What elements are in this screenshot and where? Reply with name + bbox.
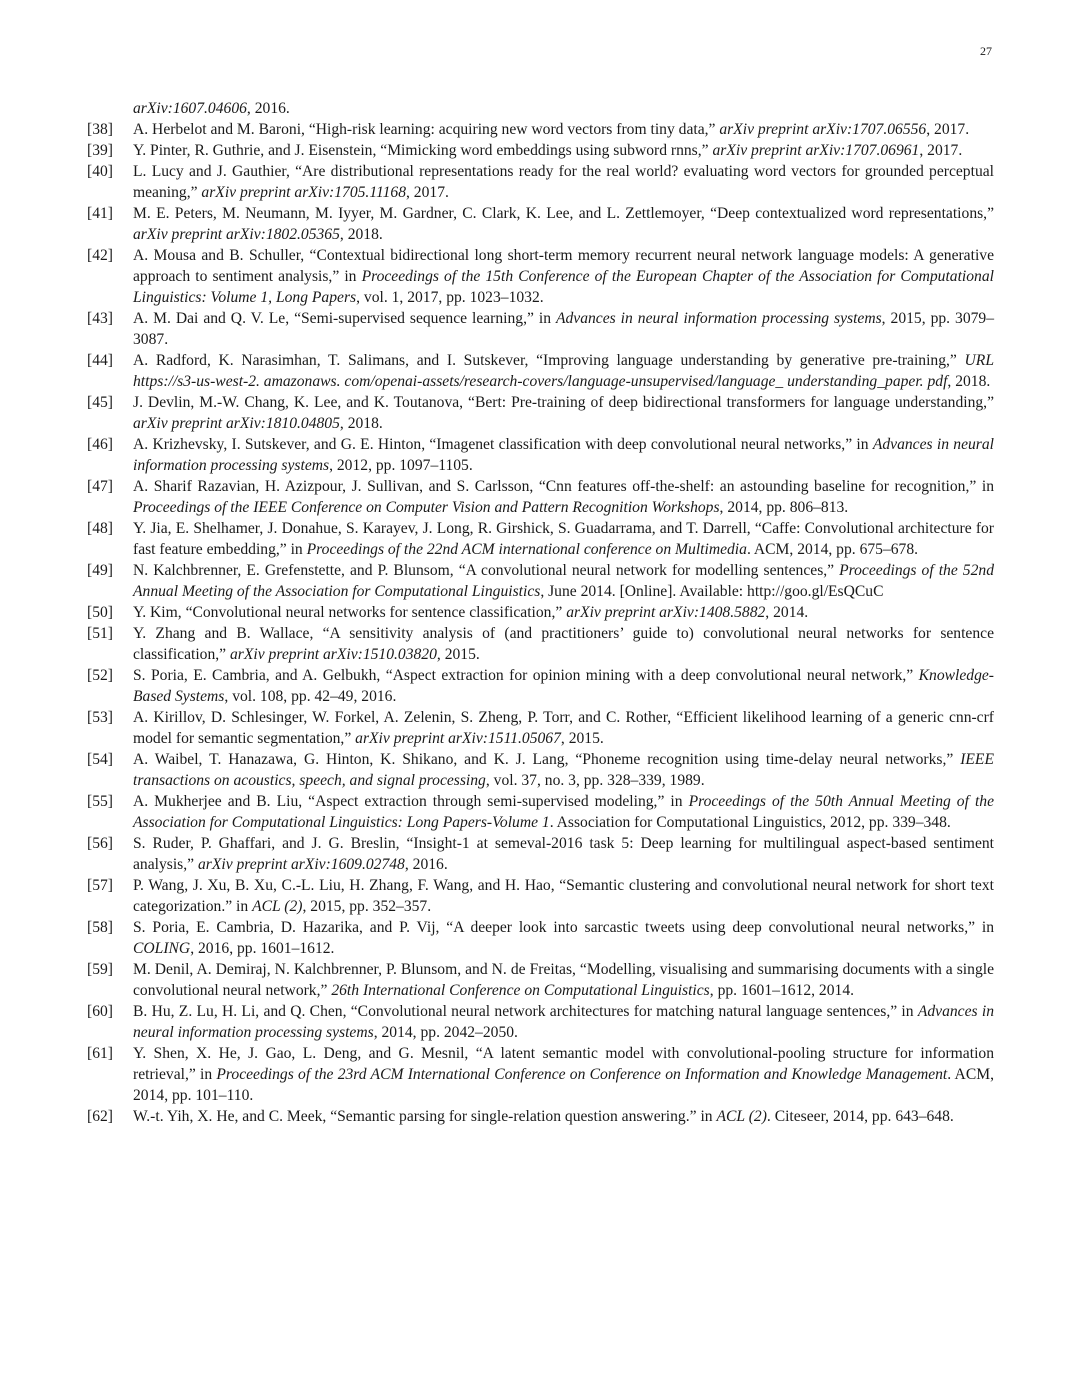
reference-text [133, 833, 994, 875]
reference-text [133, 959, 994, 1001]
reference-text [133, 140, 994, 161]
reference-item [87, 518, 994, 560]
reference-item [87, 560, 994, 602]
reference-item [87, 98, 994, 119]
reference-text [133, 119, 994, 140]
reference-item [87, 623, 994, 665]
reference-text [133, 98, 994, 119]
reference-venue: URL https://s3-us-west-2. amazonaws. com/openai-assets/research-covers/language-unsupervised/language_ understanding_paper. pdf [133, 352, 994, 390]
reference-item [87, 602, 994, 623]
reference-number: [46] [87, 436, 113, 453]
reference-segment: , 2017. [919, 142, 963, 159]
reference-segment: . Citeseer, 2014, pp. 643–648. [766, 1108, 954, 1125]
reference-text [133, 434, 994, 476]
reference-text [133, 875, 994, 917]
reference-venue: arXiv preprint arXiv:1707.06961 [712, 142, 920, 159]
reference-item [87, 203, 994, 245]
reference-venue: Advances in neural information processing systems [133, 436, 994, 474]
reference-segment: , 2015. [560, 730, 604, 747]
reference-segment: . Association for Computational Linguistics, 2012, pp. 339–348. [549, 814, 951, 831]
reference-segment: , 2015. [436, 646, 480, 663]
reference-venue: IEEE transactions on acoustics, speech, and signal processing [133, 751, 994, 789]
reference-segment: , 2018. [339, 226, 383, 243]
reference-segment: . ACM, 2014, pp. 675–678. [746, 541, 919, 558]
reference-number: [61] [87, 1045, 113, 1062]
reference-segment: A. Waibel, T. Hanazawa, G. Hinton, K. Shikano, and K. J. Lang, “Phoneme recognition using time-delay neural networks,” [133, 751, 961, 768]
reference-number: [58] [87, 919, 113, 936]
reference-text [133, 245, 994, 308]
reference-venue: Advances in neural information processing systems [133, 1003, 994, 1041]
reference-segment: M. Denil, A. Demiraj, N. Kalchbrenner, P. Blunsom, and N. de Freitas, “Modelling, visualising and summarising documents with a single convolutional neural network,” [133, 961, 994, 999]
reference-segment: S. Poria, E. Cambria, and A. Gelbukh, “Aspect extraction for opinion mining with a deep convolutional neural network,” [133, 667, 919, 684]
reference-number: [52] [87, 667, 113, 684]
reference-item [87, 161, 994, 203]
reference-segment: , 2012, pp. 1097–1105. [329, 457, 473, 474]
reference-segment: W.-t. Yih, X. He, and C. Meek, “Semantic parsing for single-relation question answering.” in [133, 1108, 717, 1125]
reference-number: [39] [87, 142, 113, 159]
reference-segment: . ACM, 2014, pp. 101–110. [133, 1066, 994, 1104]
reference-item [87, 791, 994, 833]
reference-segment: Y. Zhang and B. Wallace, “A sensitivity analysis of (and practitioners’ guide to) convolutional neural networks for sentence classification,” [133, 625, 994, 663]
reference-item [87, 1043, 994, 1106]
reference-number: [45] [87, 394, 113, 411]
reference-text [133, 623, 994, 665]
reference-number: [62] [87, 1108, 113, 1125]
reference-item [87, 140, 994, 161]
reference-segment: Y. Kim, “Convolutional neural networks for sentence classification,” [133, 604, 567, 621]
reference-segment: S. Poria, E. Cambria, D. Hazarika, and P. Vij, “A deeper look into sarcastic tweets using deep convolutional neural networks,” in [133, 919, 994, 936]
reference-text [133, 476, 994, 518]
reference-item [87, 308, 994, 350]
reference-item [87, 350, 994, 392]
reference-item [87, 707, 994, 749]
reference-text [133, 518, 994, 560]
reference-venue: arXiv:1607.04606 [133, 100, 247, 117]
reference-item [87, 434, 994, 476]
reference-text [133, 161, 994, 203]
reference-text [133, 917, 994, 959]
reference-venue: Proceedings of the 52nd Annual Meeting of the Association for Computational Linguistics [133, 562, 994, 600]
reference-segment: A. Mukherjee and B. Liu, “Aspect extraction through semi-supervised modeling,” in [133, 793, 689, 810]
reference-venue: arXiv preprint arXiv:1707.06556 [719, 121, 927, 138]
reference-segment: B. Hu, Z. Lu, H. Li, and Q. Chen, “Convolutional neural network architectures for matching natural language sentences,” in [133, 1003, 918, 1020]
reference-segment: , vol. 108, pp. 42–49, 2016. [224, 688, 397, 705]
reference-number: [40] [87, 163, 113, 180]
reference-segment: M. E. Peters, M. Neumann, M. Iyyer, M. Gardner, C. Clark, K. Lee, and L. Zettlemoyer, “Deep contextualized word representations,” [133, 205, 994, 222]
reference-venue: ACL (2) [252, 898, 303, 915]
reference-number: [60] [87, 1003, 113, 1020]
reference-segment: A. Herbelot and M. Baroni, “High-risk learning: acquiring new word vectors from tiny data,” [133, 121, 720, 138]
reference-item [87, 476, 994, 518]
reference-venue: arXiv preprint arXiv:1705.11168 [201, 184, 406, 201]
reference-list [87, 98, 994, 1127]
reference-text [133, 392, 994, 434]
reference-number: [49] [87, 562, 113, 579]
reference-venue: Knowledge-Based Systems [133, 667, 994, 705]
reference-venue: arXiv preprint arXiv:1810.04805 [133, 415, 340, 432]
reference-venue: Proceedings of the IEEE Conference on Computer Vision and Pattern Recognition Workshops [133, 499, 720, 516]
reference-number: [44] [87, 352, 113, 369]
reference-segment: , 2017. [406, 184, 449, 201]
reference-number: [38] [87, 121, 113, 138]
reference-text [133, 203, 994, 245]
reference-segment: , 2018. [339, 415, 383, 432]
reference-number: [42] [87, 247, 113, 264]
reference-number: [43] [87, 310, 113, 327]
reference-segment: , 2016, pp. 1601–1612. [190, 940, 335, 957]
reference-venue: Proceedings of the 15th Conference of the European Chapter of the Association for Computational Linguistics: Volume 1, Long Papers [133, 268, 994, 306]
reference-text [133, 560, 994, 602]
page-number: 27 [980, 44, 992, 58]
reference-text [133, 665, 994, 707]
reference-number: [55] [87, 793, 113, 810]
reference-segment: S. Ruder, P. Ghaffari, and J. G. Breslin, “Insight-1 at semeval-2016 task 5: Deep learning for multilingual aspect-based sentiment analysis,” [133, 835, 994, 873]
reference-segment: , 2014, pp. 2042–2050. [373, 1024, 518, 1041]
reference-number: [41] [87, 205, 113, 222]
reference-text [133, 791, 994, 833]
reference-text [133, 1001, 994, 1043]
reference-venue: arXiv preprint arXiv:1511.05067 [355, 730, 561, 747]
reference-venue: Proceedings of the 22nd ACM international conference on Multimedia [306, 541, 747, 558]
reference-number: [56] [87, 835, 113, 852]
reference-number: [51] [87, 625, 113, 642]
reference-venue: Advances in neural information processing systems [555, 310, 882, 327]
reference-segment: , 2015, pp. 352–357. [302, 898, 432, 915]
reference-segment: J. Devlin, M.-W. Chang, K. Lee, and K. Toutanova, “Bert: Pre-training of deep bidirectional transformers for language understanding,” [133, 394, 994, 411]
reference-venue: arXiv preprint arXiv:1609.02748 [197, 856, 405, 873]
reference-segment: , June 2014. [Online]. Available: http://goo.gl/EsQCuC [540, 583, 884, 600]
reference-number: [47] [87, 478, 113, 495]
reference-segment: , 2018. [947, 373, 991, 390]
reference-item [87, 245, 994, 308]
reference-text [133, 308, 994, 350]
reference-number: [54] [87, 751, 113, 768]
reference-segment: L. Lucy and J. Gauthier, “Are distributional representations ready for the real world? evaluating word vectors for grounded perceptual meaning,” [133, 163, 994, 201]
reference-segment: , 2014. [765, 604, 809, 621]
reference-item [87, 749, 994, 791]
reference-venue: ACL (2) [716, 1108, 767, 1125]
reference-item [87, 1106, 994, 1127]
reference-segment: , pp. 1601–1612, 2014. [709, 982, 855, 999]
reference-segment: Y. Shen, X. He, J. Gao, L. Deng, and G. Mesnil, “A latent semantic model with convolutional-pooling structure for information retrieval,” in [133, 1045, 994, 1083]
reference-item [87, 392, 994, 434]
reference-number: [48] [87, 520, 113, 537]
reference-venue: arXiv preprint arXiv:1510.03820 [230, 646, 437, 663]
reference-item [87, 119, 994, 140]
reference-segment: , 2017. [926, 121, 970, 138]
reference-segment: A. Sharif Razavian, H. Azizpour, J. Sullivan, and S. Carlsson, “Cnn features off-the-shelf: an astounding baseline for recognition,” in [133, 478, 994, 495]
reference-segment: A. Mousa and B. Schuller, “Contextual bidirectional long short-term memory recurrent neural network language models: A generative approach to sentiment analysis,” in [133, 247, 994, 285]
reference-segment: Y. Jia, E. Shelhamer, J. Donahue, S. Karayev, J. Long, R. Girshick, S. Guadarrama, and T. Darrell, “Caffe: Convolutional architecture for fast feature embedding,” in [133, 520, 994, 558]
reference-segment: , 2016. [404, 856, 448, 873]
reference-segment: , 2014, pp. 806–813. [719, 499, 849, 516]
reference-number: [57] [87, 877, 113, 894]
reference-segment: , 2016. [246, 100, 290, 117]
reference-segment: Y. Pinter, R. Guthrie, and J. Eisenstein, “Mimicking word embeddings using subword rnns,” [133, 142, 713, 159]
reference-item [87, 959, 994, 1001]
reference-text [133, 1043, 994, 1106]
reference-segment: A. Kirillov, D. Schlesinger, W. Forkel, A. Zelenin, S. Zheng, P. Torr, and C. Rother, “Efficient likelihood learning of a generic cnn-crf model for semantic segmentation,” [133, 709, 994, 747]
reference-text [133, 350, 994, 392]
reference-number: [53] [87, 709, 113, 726]
reference-venue: arXiv preprint arXiv:1408.5882 [566, 604, 766, 621]
reference-segment: , 2015, pp. 3079–3087. [133, 310, 995, 348]
reference-number: [59] [87, 961, 113, 978]
reference-segment: A. Radford, K. Narasimhan, T. Salimans, and I. Sutskever, “Improving language understanding by generative pre-training,” [133, 352, 965, 369]
reference-venue: Proceedings of the 23rd ACM International Conference on Conference on Information and Knowledge Management [216, 1066, 948, 1083]
reference-segment: P. Wang, J. Xu, B. Xu, C.-L. Liu, H. Zhang, F. Wang, and H. Hao, “Semantic clustering and convolutional neural network for short text categorization.” in [133, 877, 994, 915]
reference-segment: , vol. 37, no. 3, pp. 328–339, 1989. [485, 772, 705, 789]
reference-text [133, 602, 994, 623]
reference-venue: arXiv preprint arXiv:1802.05365 [133, 226, 340, 243]
reference-segment: N. Kalchbrenner, E. Grefenstette, and P. Blunsom, “A convolutional neural network for modelling sentences,” [133, 562, 840, 579]
reference-venue: Proceedings of the 50th Annual Meeting of the Association for Computational Linguistics: Long Papers-Volume 1 [133, 793, 995, 831]
reference-item [87, 917, 994, 959]
reference-segment: A. M. Dai and Q. V. Le, “Semi-supervised sequence learning,” in [133, 310, 556, 327]
reference-venue: COLING [133, 940, 191, 957]
reference-text [133, 707, 994, 749]
reference-segment: A. Krizhevsky, I. Sutskever, and G. E. Hinton, “Imagenet classification with deep convolutional neural networks,” in [133, 436, 873, 453]
reference-segment: , vol. 1, 2017, pp. 1023–1032. [356, 289, 544, 306]
reference-number: [50] [87, 604, 113, 621]
reference-item [87, 833, 994, 875]
reference-venue: 26th International Conference on Computational Linguistics [331, 982, 710, 999]
reference-item [87, 875, 994, 917]
reference-text [133, 749, 994, 791]
reference-text [133, 1106, 994, 1127]
reference-item [87, 1001, 994, 1043]
reference-item [87, 665, 994, 707]
